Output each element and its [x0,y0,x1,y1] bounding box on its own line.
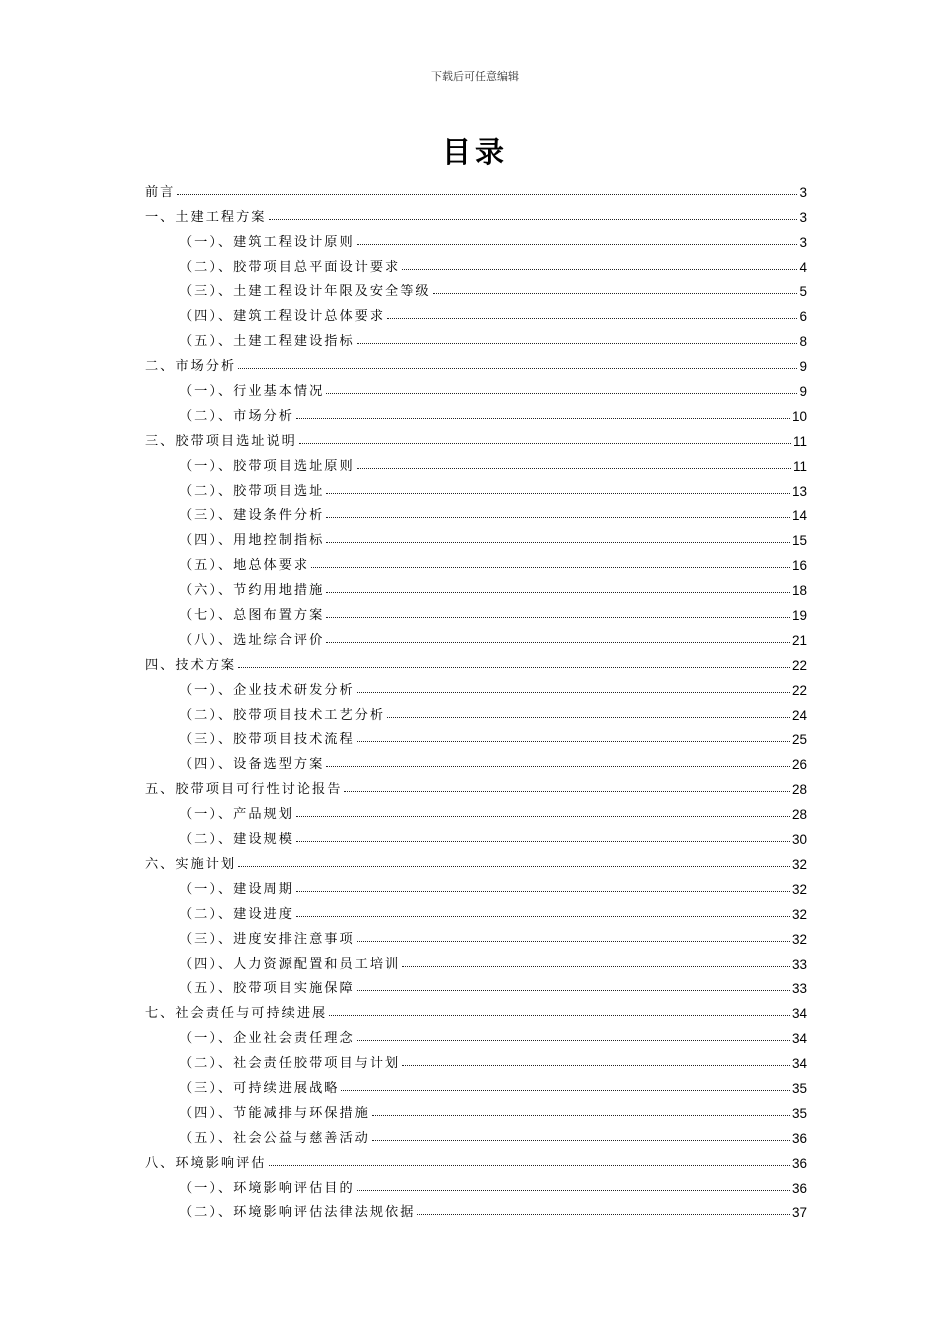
toc-entry-label: （一）、产品规划 [179,807,294,823]
dot-leader [238,368,797,369]
toc-entry-page-number: 32 [791,906,807,922]
toc-entry-page-number: 32 [791,856,807,872]
toc-entry[interactable] [145,1071,807,1096]
dot-leader [357,941,790,942]
dot-leader [357,343,798,344]
toc-entry-page-number: 9 [799,384,807,400]
dot-leader [296,891,790,892]
toc-entry[interactable] [145,399,807,424]
toc-entry-label: （五）、土建工程建设指标 [179,334,355,350]
dot-leader [238,667,790,668]
toc-entry-page-number: 34 [791,1056,807,1072]
toc-entry-label: （三）、土建工程设计年限及安全等级 [179,284,431,300]
toc-entry-label: 六、实施计划 [145,856,237,872]
toc-entry-page-number: 33 [791,981,807,997]
toc-entry-label: （二）、市场分析 [179,408,294,424]
dot-leader [238,866,790,867]
toc-entry-page-number: 3 [799,234,807,250]
dot-leader [357,1040,790,1041]
toc-entry-page-number: 34 [791,1006,807,1022]
toc-entry[interactable] [145,872,807,897]
toc-entry[interactable] [145,523,807,548]
toc-entry-page-number: 22 [791,657,807,673]
toc-entry-page-number: 34 [791,1031,807,1047]
toc-entry[interactable] [145,449,807,474]
toc-entry[interactable] [145,772,807,797]
toc-entry-label: （三）、建设条件分析 [179,508,325,524]
toc-entry-label: （三）、可持续进展战略 [179,1080,340,1096]
dot-leader [326,617,790,618]
toc-entry-label: 四、技术方案 [145,657,237,673]
toc-entry-label: （二）、环境影响评估法律法规依据 [179,1205,416,1221]
toc-entry[interactable] [145,1146,807,1171]
dot-leader [357,990,790,991]
toc-entry[interactable] [145,648,807,673]
page-title: 目录 [441,135,508,169]
toc-entry-label: （四）、节能减排与环保措施 [179,1105,370,1121]
dot-leader [372,1140,790,1141]
toc-entry-page-number: 13 [791,483,807,499]
toc-entry-page-number: 28 [791,782,807,798]
dot-leader [296,418,790,419]
toc-entry-page-number: 35 [791,1080,807,1096]
dot-leader [269,219,798,220]
toc-entry-label: （二）、建设进度 [179,906,294,922]
toc-entry-page-number: 11 [792,433,807,449]
toc-entry-label: （二）、建设规模 [179,832,294,848]
toc-entry-page-number: 11 [792,458,807,474]
toc-entry[interactable] [145,1171,807,1196]
toc-entry[interactable] [145,324,807,349]
dot-leader [372,1115,790,1116]
toc-entry-page-number: 19 [791,608,807,624]
dot-leader [417,1214,790,1215]
toc-entry-page-number: 26 [791,757,807,773]
dot-leader [269,1165,790,1166]
toc-entry[interactable] [145,723,807,748]
toc-entry-page-number: 22 [791,682,807,698]
toc-entry-page-number: 37 [791,1205,807,1221]
toc-entry-label: （二）、胶带项目选址 [179,483,325,499]
toc-entry[interactable] [145,996,807,1021]
dot-leader [326,517,790,518]
dot-leader [402,269,797,270]
toc-entry-label: （三）、进度安排注意事项 [179,931,355,947]
toc-entry-label: （五）、社会公益与慈善活动 [179,1130,370,1146]
toc-entry-label: （八）、选址综合评价 [179,632,325,648]
toc-entry-label: （一）、建设周期 [179,881,294,897]
toc-entry-label: 一、土建工程方案 [145,209,267,225]
toc-entry[interactable] [145,250,807,275]
toc-entry-page-number: 3 [799,209,807,225]
dot-leader [357,468,791,469]
toc-entry-label: （四）、建筑工程设计总体要求 [179,309,386,325]
toc-entry[interactable] [145,573,807,598]
toc-entry[interactable] [145,972,807,997]
dot-leader [296,916,790,917]
toc-entry[interactable] [145,374,807,399]
toc-entry[interactable] [145,747,807,772]
toc-entry-label: （六）、节约用地措施 [179,583,325,599]
toc-entry[interactable] [145,1046,807,1071]
toc-entry[interactable] [145,299,807,324]
toc-entry[interactable] [145,1196,807,1221]
toc-entry-label: （七）、总图布置方案 [179,608,325,624]
toc-entry-page-number: 25 [791,732,807,748]
toc-entry-page-number: 28 [791,807,807,823]
dot-leader [177,194,797,195]
toc-entry[interactable] [145,200,807,225]
toc-entry-page-number: 21 [791,632,807,648]
toc-entry-label: 三、胶带项目选址说明 [145,433,297,449]
toc-entry-label: 二、市场分析 [145,359,237,375]
dot-leader [326,393,797,394]
dot-leader [326,642,790,643]
toc-entry[interactable] [145,822,807,847]
dot-leader [329,1015,790,1016]
toc-entry-label: （一）、行业基本情况 [179,384,325,400]
toc-entry-page-number: 35 [791,1105,807,1121]
toc-entry-page-number: 15 [791,533,807,549]
toc-entry[interactable] [145,1021,807,1046]
toc-entry[interactable] [145,673,807,698]
dot-leader [357,244,798,245]
toc-entry-page-number: 16 [791,558,807,574]
toc-entry[interactable] [145,698,807,723]
toc-entry-page-number: 3 [799,184,807,200]
toc-entry[interactable] [145,225,807,250]
toc-entry-page-number: 33 [791,956,807,972]
toc-entry-label: （五）、地总体要求 [179,558,310,574]
toc-entry[interactable] [145,499,807,524]
dot-leader [387,318,797,319]
toc-entry-page-number: 8 [799,334,807,350]
dot-leader [296,816,790,817]
toc-entry-label: （一）、环境影响评估目的 [179,1180,355,1196]
toc-entry-label: 五、胶带项目可行性讨论报告 [145,782,343,798]
toc-entry[interactable] [145,175,807,200]
toc-entry-page-number: 36 [791,1155,807,1171]
dot-leader [402,966,790,967]
toc-entry[interactable] [145,847,807,872]
toc-entry-page-number: 10 [791,408,807,424]
toc-entry[interactable] [145,922,807,947]
toc-entry[interactable] [145,548,807,573]
toc-entry-label: （一）、建筑工程设计原则 [179,234,355,250]
dot-leader [357,1190,790,1191]
toc-entry-page-number: 32 [791,881,807,897]
dot-leader [326,493,790,494]
dot-leader [299,443,791,444]
dot-leader [357,692,790,693]
toc-entry-label: （一）、胶带项目选址原则 [179,458,355,474]
toc-entry-page-number: 5 [799,284,807,300]
dot-leader [326,542,790,543]
toc-entry[interactable] [145,349,807,374]
dot-leader [402,1065,790,1066]
toc-entry[interactable] [145,474,807,499]
toc-entry-page-number: 9 [799,359,807,375]
toc-entry-label: （四）、设备选型方案 [179,757,325,773]
toc-entry-page-number: 24 [791,707,807,723]
toc-entry-label: （二）、胶带项目总平面设计要求 [179,259,401,275]
page-header: 下载后可任意编辑 [431,70,519,83]
dot-leader [311,567,790,568]
toc-entry[interactable] [145,1121,807,1146]
toc-entry[interactable] [145,275,807,300]
toc-entry-label: （三）、胶带项目技术流程 [179,732,355,748]
toc-entry-label: （五）、胶带项目实施保障 [179,981,355,997]
toc-entry[interactable] [145,623,807,648]
toc-entry-label: （二）、胶带项目技术工艺分析 [179,707,386,723]
toc-entry-label: （一）、企业技术研发分析 [179,682,355,698]
toc-entry[interactable] [145,797,807,822]
toc-entry[interactable] [145,424,807,449]
toc-entry-label: （四）、人力资源配置和员工培训 [179,956,401,972]
toc-entry-label: 前言 [145,184,176,200]
dot-leader [387,717,790,718]
toc-entry-page-number: 32 [791,931,807,947]
toc-entry-label: 八、环境影响评估 [145,1155,267,1171]
dot-leader [326,592,790,593]
table-of-contents [145,175,807,1220]
dot-leader [341,1090,790,1091]
toc-entry[interactable] [145,947,807,972]
toc-entry-page-number: 30 [791,832,807,848]
dot-leader [357,741,790,742]
toc-entry-label: （四）、用地控制指标 [179,533,325,549]
toc-entry-page-number: 36 [791,1130,807,1146]
dot-leader [344,791,790,792]
dot-leader [296,841,790,842]
toc-entry[interactable] [145,598,807,623]
toc-entry-page-number: 4 [799,259,807,275]
toc-entry-page-number: 14 [791,508,807,524]
toc-entry[interactable] [145,897,807,922]
dot-leader [433,293,798,294]
dot-leader [326,766,790,767]
toc-entry[interactable] [145,1096,807,1121]
toc-entry-page-number: 6 [799,309,807,325]
toc-entry-label: （二）、社会责任胶带项目与计划 [179,1056,401,1072]
toc-entry-page-number: 18 [791,583,807,599]
toc-entry-label: 七、社会责任与可持续进展 [145,1006,328,1022]
toc-entry-page-number: 36 [791,1180,807,1196]
toc-entry-label: （一）、企业社会责任理念 [179,1031,355,1047]
